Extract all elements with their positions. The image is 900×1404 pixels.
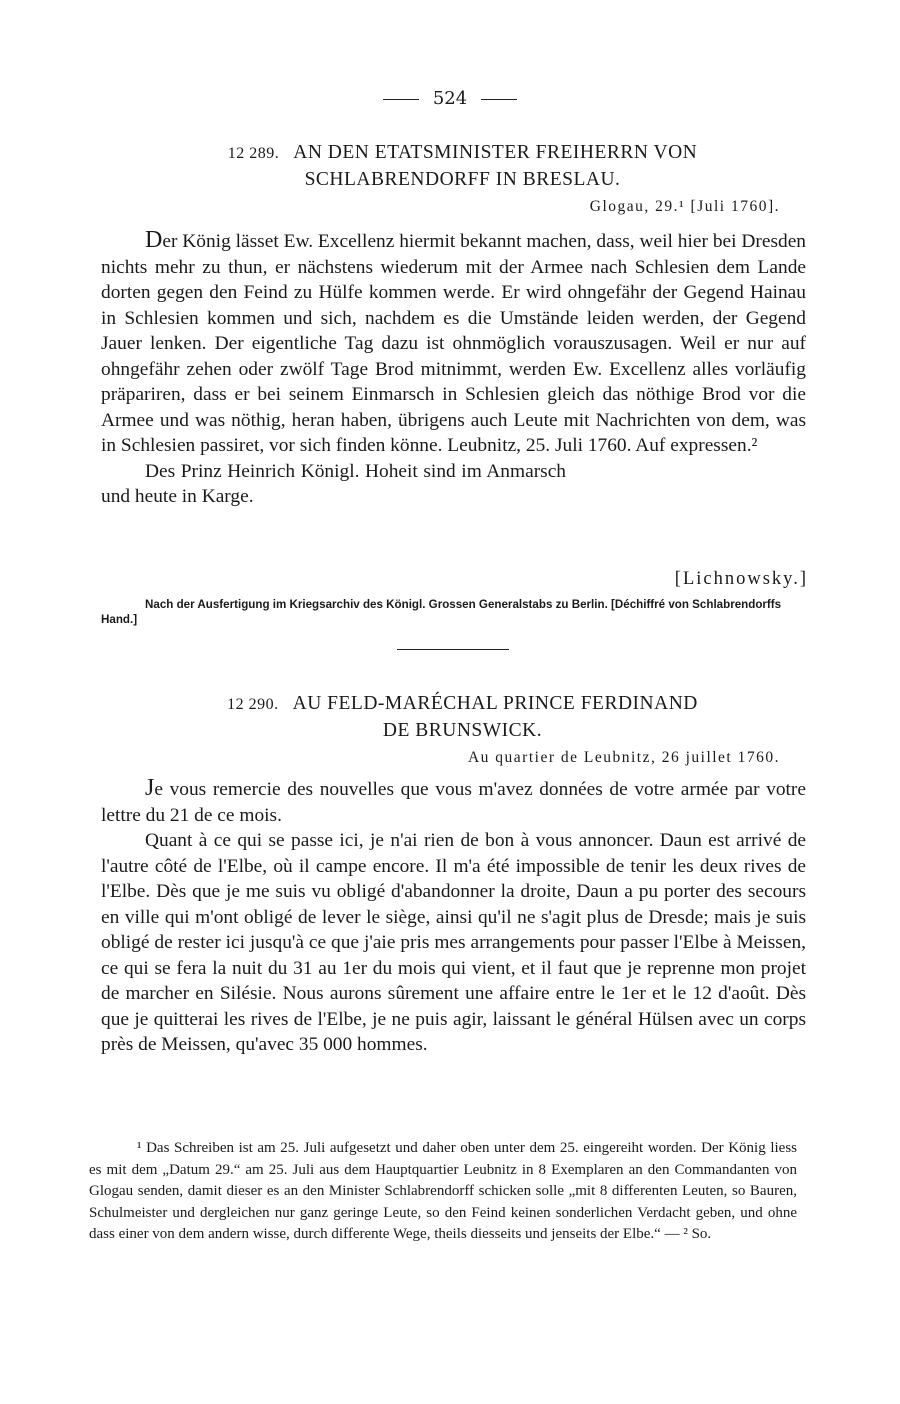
letter1-paragraph-1-text: er König lässet Ew. Excellenz hiermit bekannt machen, dass, weil hier bei Dresden nichts mehr zu thun, er nächstens wiederum mit der Armee nach Schlesien dem Lande dorten gegen den Feind zu Hülfe kommen werde. Er wird ohngefähr der Gegend Hainau in Schlesien kommen und sich, nachdem es die Umstände leiden werden, der Gegend Jauer lenken. Der eigentliche Tag dazu ist ohnmöglich vorauszusagen. Weil er nur auf ohngefähr zehen oder zwölf Tage Brod mitnimmt, werden Ew. Excellenz alles vorläufig präpariren, dass er bei seinem Einmarsch in Schlesien gleich das nöthige Brod vor die Armee und was nöthig, heran haben, übrigens auch Leute mit Nachrichten von dem, was in Schlesien passiret, vor sich finden könne. Leubnitz, 25. Juli 1760. Auf expressen.²: [101, 231, 806, 456]
letter2-heading-line1: [150, 691, 775, 718]
letter1-title-line2: SCHLABRENDORFF IN BRESLAU.: [304, 169, 621, 190]
letter1-heading: [150, 140, 775, 193]
letter2-place-date: Au quartier de Leubnitz, 26 juillet 1760.: [467, 749, 780, 766]
letter2-paragraph-1: [101, 776, 806, 828]
letter2-heading: [150, 691, 775, 744]
dash-right: [481, 99, 517, 100]
letter2-paragraph-1-text: e vous remercie des nouvelles que vous m'avez données de votre armée par votre lettre du 21 de ce mois.: [101, 779, 806, 826]
footnote-text: ¹ Das Schreiben ist am 25. Juli aufgesetzt und daher oben unter dem 25. eingereiht worden. Der König liess es mit dem „Datum 29.“ am 25. Juli aus dem Hauptquartier Leubnitz in 8 Exemplaren an den Commandanten von Glogau senden, damit dieser es an den Minister Schlabrendorff schicken solle „mit 8 differenten Leuten, so Bauren, Schulmeister und dergleichen nur ganz geringe Leute, so den Feind keinen sonderlichen Verdacht geben, und ohne dass einer von dem andern wisse, durch differente Wege, theils diesseits und jenseits der Elbe.“ — ² So.: [89, 1140, 797, 1242]
letter1-paragraph-2: Des Prinz Heinrich Königl. Hoheit sind im Anmarsch und heute in Karge.: [101, 460, 566, 507]
letter1-drop-initial: D: [145, 227, 163, 253]
letter2-title-line2: DE BRUNSWICK.: [382, 720, 543, 741]
letter1-signature: [Lichnowsky.]: [674, 569, 808, 589]
letter2-paragraph-2: Quant à ce qui se passe ici, je n'ai rien de bon à vous annoncer. Daun est arrivé de l'autre côté de l'Elbe, où il campe encore. Il m'a été impossible de tenir les deux rives de l'Elbe. Dès que je me suis vu obligé d'abandonner la droite, Daun a pu porter des secours en ville qui m'ont obligé de lever le siège, ainsi qu'il ne s'agit plus de Dresde; mais je suis obligé de rester ici jusqu'à ce que j'aie pris mes arrangements pour passer l'Elbe à Meissen, ce qui se fera la nuit du 31 au 1er du mois qui vient, et il faut que je reprenne mon projet de marcher en Silésie. Nous aurons sûrement une affaire entre le 1er et le 12 d'août. Dès que je quitterai les rives de l'Elbe, je ne puis agir, laissant le général Hülsen avec un corps près de Meissen, qu'avec 35 000 hommes.: [101, 830, 806, 1055]
page-number-text: 524: [432, 88, 468, 109]
page-number: [0, 88, 900, 109]
dash-left: [383, 99, 419, 100]
letter1-heading-line1: [150, 140, 775, 167]
letter1-source-note: Nach der Ausfertigung im Kriegsarchiv des Königl. Grossen Generalstabs zu Berlin. [Déchiffré von Schlabrendorffs Hand.]: [101, 598, 782, 626]
letter1-place-date: Glogau, 29.¹ [Juli 1760].: [589, 198, 780, 215]
section-divider: [397, 649, 509, 650]
letter1-title-line1: AN DEN ETATSMINISTER FREIHERRN VON: [293, 142, 698, 163]
letter1-number: 12 289.: [227, 145, 280, 162]
footnotes: [89, 1138, 797, 1246]
letter2-drop-initial: J: [145, 775, 155, 801]
letter2-title-line1: AU FELD-MARÉCHAL PRINCE FERDINAND: [292, 693, 698, 714]
letter1-body: [101, 228, 806, 510]
letter2-number: 12 290.: [227, 696, 279, 713]
letter2-body: [101, 776, 806, 1058]
letter1-paragraph-1: [101, 228, 806, 459]
